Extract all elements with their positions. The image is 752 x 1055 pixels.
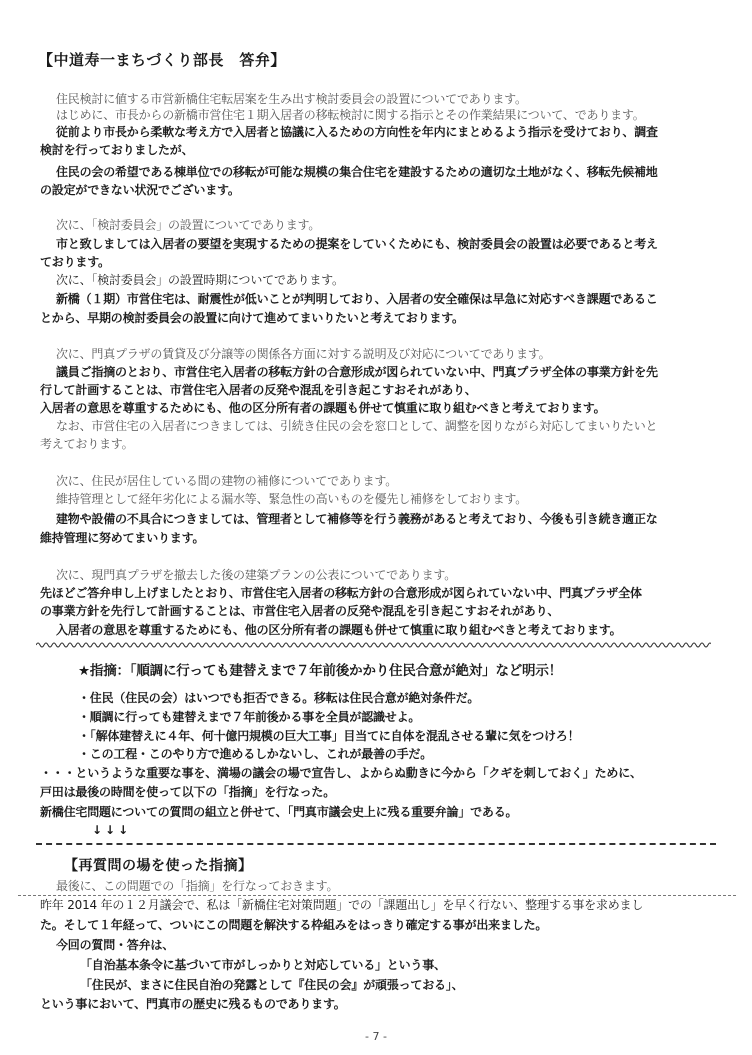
thin-dashed-divider [18, 895, 736, 896]
text-line: 入居者の意思を尊重するためにも、他の区分所有者の課題も併せて慎重に取り組むべきと考えております。 [40, 401, 606, 415]
text-line: ・・・というような重要な事を、満場の議会の場で宣告し、よからぬ動きに今から「クギを刺しておく」ために、 [40, 766, 642, 780]
text-line: 「住民が、まさに住民自治の発露として『住民の会』が頑張っておる」、 [80, 978, 464, 992]
page-number: - 7 - [365, 1030, 387, 1043]
down-arrows: ↓↓↓ [92, 823, 132, 837]
text-line: という事において、門真市の歴史に残るものであります。 [40, 997, 346, 1011]
requestion-heading: 【再質問の場を使った指摘】 [64, 858, 253, 874]
text-line: 最後に、この問題での「指摘」を行なっておきます。 [56, 879, 339, 893]
text-line: の事業方針を先行して計画することは、市営住宅入居者の反発や混乱を引き起こすおそれがあり、 [40, 604, 560, 618]
dashed-divider [36, 843, 716, 847]
text-line: はじめに、市長からの新橋市営住宅１期入居者の移転検討に関する指示とその作業結果について、であります。 [56, 108, 645, 122]
text-line: 住民検討に値する市営新橋住宅転居案を生み出す検討委員会の設置についてであります。 [56, 92, 527, 106]
text-line: 維持管理として経年劣化による漏水等、緊急性の高いものを優先し補修をしております。 [56, 492, 528, 506]
bullet-item: ・順調に行っても建替えまで７年前後かる事を全員が認識せよ。 [78, 710, 421, 724]
text-line: 次に、現門真プラザを撤去した後の建築プランの公表についてであります。 [56, 568, 457, 582]
text-line: の設定ができない状況でございます。 [40, 183, 240, 197]
text-line: 市と致しましては入居者の要望を実現するための提案をしていくためにも、検討委員会の設置は必要であると考え [56, 237, 658, 251]
text-line: 「自治基本条令に基づいて市がしっかりと対応している」という事、 [80, 958, 446, 972]
text-line: とから、早期の検討委員会の設置に向けて進めてまいりたいと考えております。 [40, 311, 464, 325]
bullet-item: ・この工程・このやり方で進めるしかないし、これが最善の手だ。 [78, 747, 433, 761]
text-line: 次に、「検討委員会」の設置についてであります。 [56, 218, 321, 232]
text-line: 住民の会の希望である棟単位での移転が可能な規模の集合住宅を建設するための適切な土地がなく、移転先候補地 [56, 165, 658, 179]
text-line: ております。 [40, 255, 110, 269]
highlight-heading: ★指摘：「順調に行っても建替えまで７年前後かかり住民合意が絶対」など明示！ [78, 663, 562, 679]
bullet-item: ・「解体建替えに４年、何十億円規模の巨大工事」目当てに自体を混乱させる輩に気をつけろ！ [78, 729, 580, 743]
text-line: 新橋住宅問題についての質問の組立と併せて、「門真市議会史上に残る重要弁論」である。 [40, 805, 518, 819]
text-line: 今回の質問・答弁は、 [56, 938, 175, 952]
text-line: なお、市営住宅の入居者につきましては、引続き住民の会を窓口として、調整を図りながら対応してまいりたいと [56, 419, 658, 433]
text-line: 次に、門真プラザの賃貸及び分譲等の関係各方面に対する説明及び対応についてであります。 [56, 347, 551, 361]
answer-heading: 【中道寿一まちづくり部長 答弁】 [38, 51, 286, 69]
bullet-item: ・住民（住民の会）はいつでも拒否できる。移転は住民合意が絶対条件だ。 [78, 691, 480, 705]
text-line: た。そして１年経って、ついにこの問題を解決する枠組みをはっきり確定する事が出来ました。 [40, 918, 548, 932]
text-line: 建物や設備の不具合につきましては、管理者として補修等を行う義務があると考えており、今後も引き続き適正な [56, 512, 658, 526]
text-line: 入居者の意思を尊重するためにも、他の区分所有者の課題も併せて慎重に取り組むべきと考えております。 [56, 623, 622, 637]
text-line: 昨年 2014 年の１２月議会で、私は「新橋住宅対策問題」での「課題出し」を早く行ない、整理する事を求めまし [40, 898, 644, 912]
text-line: 新橋（１期）市営住宅は、耐震性が低いことが判明しており、入居者の安全確保は早急に対応すべき課題であるこ [56, 292, 658, 306]
text-line: 維持管理に努めてまいります。 [40, 531, 205, 545]
text-line: 行して計画することは、市営住宅入居者の反発や混乱を引き起こすおそれがあり、 [40, 383, 477, 397]
wavy-divider [36, 641, 711, 649]
text-line: 次に、住民が居住している間の建物の補修についてであります。 [56, 474, 398, 488]
text-line: 議員ご指摘のとおり、市営住宅入居者の移転方針の合意形成が図られていない中、門真プラザ全体の事業方針を先 [56, 365, 658, 379]
text-line: 従前より市長から柔軟な考え方で入居者と協議に入るための方向性を年内にまとめるよう指示を受けており、調査 [56, 125, 658, 139]
text-line: 先ほどご答弁申し上げましたとおり、市営住宅入居者の移転方針の合意形成が図られていない中、門真プラザ全体 [40, 586, 642, 600]
text-line: 考えております。 [40, 437, 134, 451]
text-line: 次に、「検討委員会」の設置時期についてであります。 [56, 273, 344, 287]
text-line: 検討を行っておりましたが、 [40, 143, 194, 157]
text-line: 戸田は最後の時間を使って以下の「指摘」を行なった。 [40, 785, 336, 799]
